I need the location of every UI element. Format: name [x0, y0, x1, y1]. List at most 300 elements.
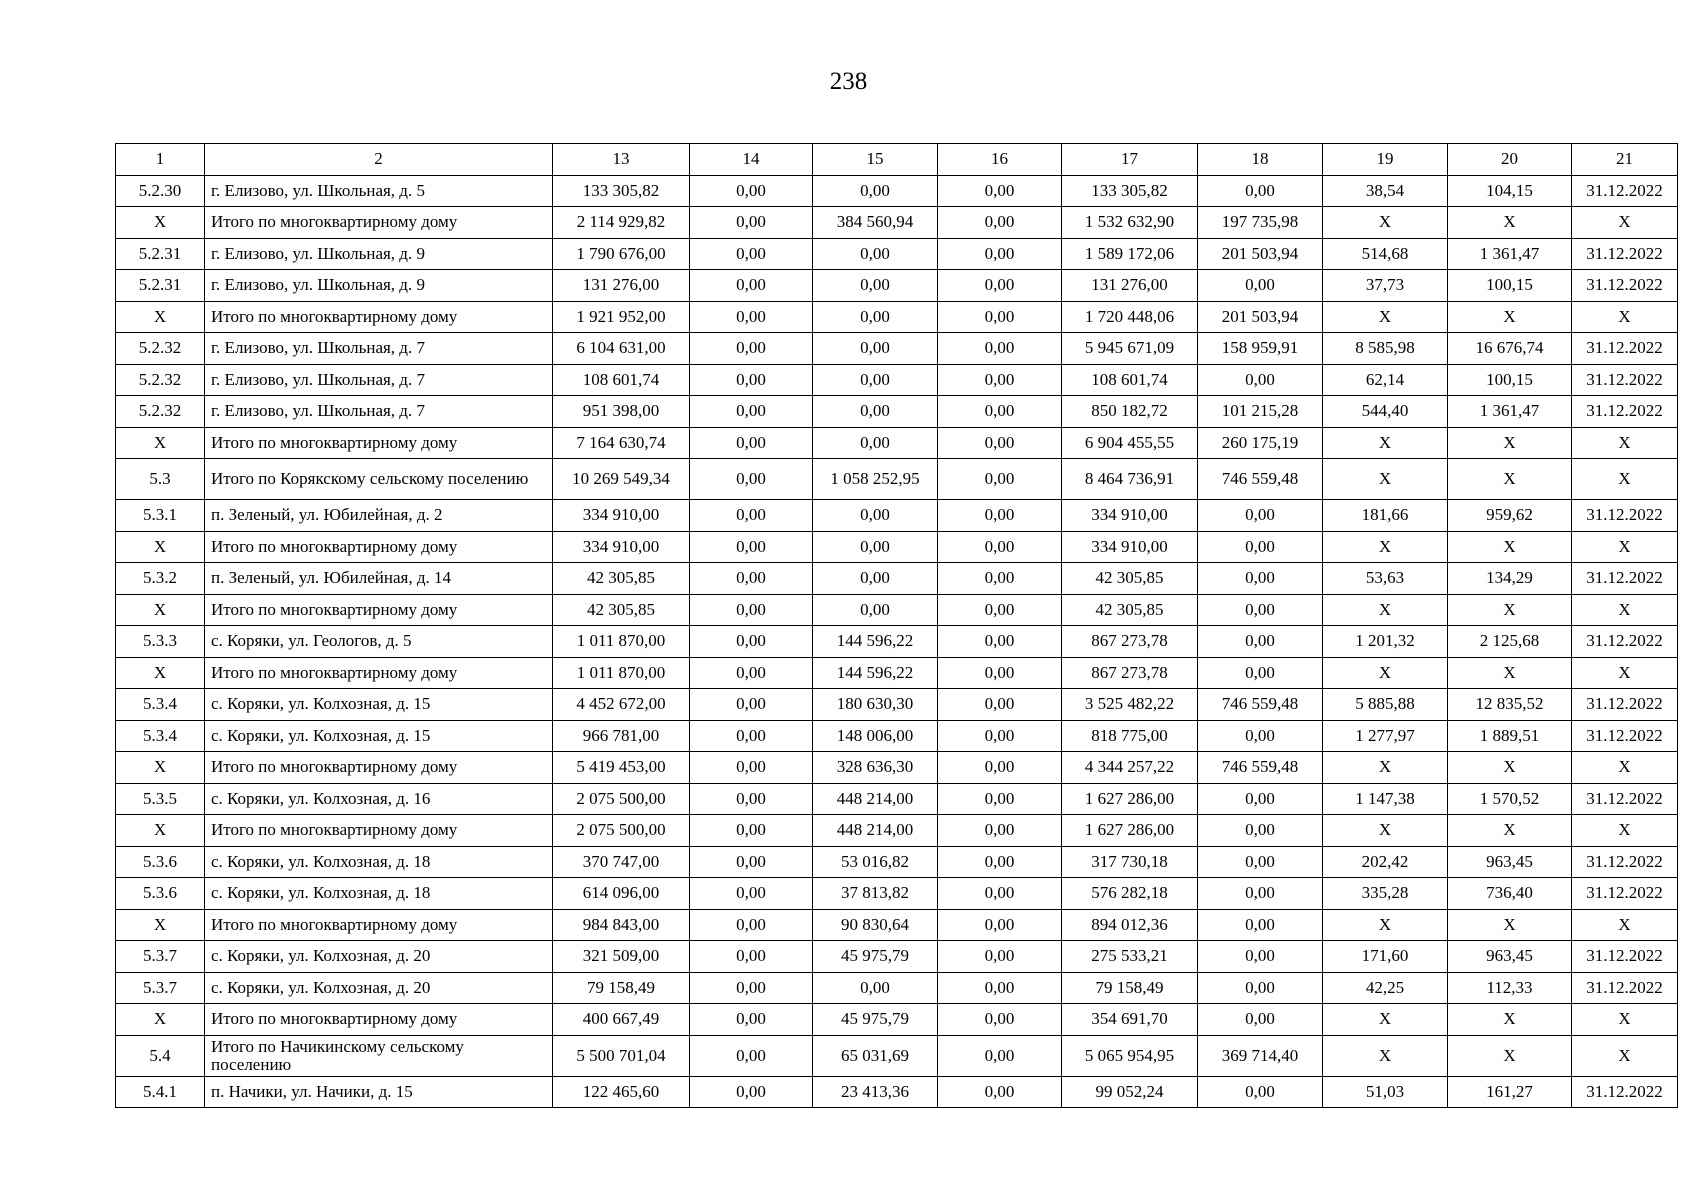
- table-cell: 0,00: [1198, 657, 1323, 689]
- table-cell: 0,00: [938, 301, 1062, 333]
- table-cell: 0,00: [938, 207, 1062, 239]
- header-cell: 13: [553, 144, 690, 176]
- table-cell: 369 714,40: [1198, 1035, 1323, 1076]
- table-row: [116, 1035, 1678, 1076]
- table-cell: 0,00: [1198, 909, 1323, 941]
- table-cell: 16 676,74: [1448, 333, 1572, 365]
- table-cell: X: [116, 752, 205, 784]
- header-cell: 1: [116, 144, 205, 176]
- table-cell: 0,00: [1198, 563, 1323, 595]
- table-cell: 0,00: [690, 909, 813, 941]
- table-cell: 894 012,36: [1062, 909, 1198, 941]
- table-cell: г. Елизово, ул. Школьная, д. 7: [205, 333, 553, 365]
- table-cell: X: [1572, 301, 1678, 333]
- table-cell: 108 601,74: [553, 364, 690, 396]
- table-cell: 112,33: [1448, 972, 1572, 1004]
- table-cell: 201 503,94: [1198, 301, 1323, 333]
- table-cell: 0,00: [938, 594, 1062, 626]
- table-cell: X: [1572, 909, 1678, 941]
- table-cell: 0,00: [1198, 846, 1323, 878]
- table-cell: 317 730,18: [1062, 846, 1198, 878]
- table-row: [116, 364, 1678, 396]
- table-cell: с. Коряки, ул. Колхозная, д. 15: [205, 689, 553, 721]
- table-cell: X: [1572, 752, 1678, 784]
- table-cell: с. Коряки, ул. Колхозная, д. 18: [205, 878, 553, 910]
- table-cell: 0,00: [938, 238, 1062, 270]
- table-cell: 448 214,00: [813, 815, 938, 847]
- table-cell: 0,00: [813, 972, 938, 1004]
- table-cell: 0,00: [938, 720, 1062, 752]
- table-row: [116, 207, 1678, 239]
- table-cell: 0,00: [690, 563, 813, 595]
- table-cell: 354 691,70: [1062, 1004, 1198, 1036]
- table-cell: 131 276,00: [1062, 270, 1198, 302]
- table-cell: 7 164 630,74: [553, 427, 690, 459]
- table-cell: 23 413,36: [813, 1076, 938, 1108]
- table-cell: 0,00: [813, 333, 938, 365]
- table-cell: 5 065 954,95: [1062, 1035, 1198, 1076]
- table-cell: 45 975,79: [813, 941, 938, 973]
- table-cell: Итого по многоквартирному дому: [205, 752, 553, 784]
- table-cell: 0,00: [1198, 500, 1323, 532]
- table-cell: 31.12.2022: [1572, 878, 1678, 910]
- table-cell: 0,00: [1198, 878, 1323, 910]
- table-cell: 963,45: [1448, 941, 1572, 973]
- table-cell: 0,00: [690, 500, 813, 532]
- table-cell: 0,00: [690, 364, 813, 396]
- table-cell: п. Зеленый, ул. Юбилейная, д. 14: [205, 563, 553, 595]
- table-cell: 328 636,30: [813, 752, 938, 784]
- table-cell: X: [1323, 207, 1448, 239]
- table-cell: 0,00: [690, 1004, 813, 1036]
- table-row: [116, 1076, 1678, 1108]
- table-cell: 5.2.31: [116, 238, 205, 270]
- table-cell: X: [1572, 1035, 1678, 1076]
- table-cell: 614 096,00: [553, 878, 690, 910]
- table-cell: 1 201,32: [1323, 626, 1448, 658]
- table-cell: 867 273,78: [1062, 657, 1198, 689]
- table-cell: 100,15: [1448, 270, 1572, 302]
- table-cell: 31.12.2022: [1572, 563, 1678, 595]
- table-cell: 31.12.2022: [1572, 689, 1678, 721]
- table-row: [116, 657, 1678, 689]
- table-cell: 0,00: [690, 941, 813, 973]
- header-cell: 18: [1198, 144, 1323, 176]
- table-cell: 148 006,00: [813, 720, 938, 752]
- table-cell: 0,00: [690, 689, 813, 721]
- table-cell: X: [1448, 459, 1572, 500]
- table-cell: 0,00: [813, 364, 938, 396]
- table-cell: 0,00: [813, 531, 938, 563]
- table-cell: 334 910,00: [553, 500, 690, 532]
- table-cell: X: [1572, 207, 1678, 239]
- table-cell: 4 452 672,00: [553, 689, 690, 721]
- table-cell: 0,00: [1198, 270, 1323, 302]
- table-cell: 0,00: [938, 1004, 1062, 1036]
- table-cell: X: [116, 815, 205, 847]
- table-cell: X: [1572, 1004, 1678, 1036]
- header-cell: 17: [1062, 144, 1198, 176]
- table-cell: X: [1323, 1004, 1448, 1036]
- table-cell: с. Коряки, ул. Колхозная, д. 16: [205, 783, 553, 815]
- table-cell: 0,00: [938, 972, 1062, 1004]
- table-row: [116, 427, 1678, 459]
- header-cell: 19: [1323, 144, 1448, 176]
- table-cell: 45 975,79: [813, 1004, 938, 1036]
- table-cell: 4 344 257,22: [1062, 752, 1198, 784]
- table-row: [116, 531, 1678, 563]
- table-cell: 0,00: [938, 909, 1062, 941]
- table-cell: 5.3.7: [116, 941, 205, 973]
- header-cell: 20: [1448, 144, 1572, 176]
- table-cell: 31.12.2022: [1572, 396, 1678, 428]
- table-cell: 0,00: [690, 207, 813, 239]
- table-cell: с. Коряки, ул. Колхозная, д. 20: [205, 941, 553, 973]
- table-row: [116, 626, 1678, 658]
- table-cell: 5.4: [116, 1035, 205, 1076]
- table-cell: 5.3.4: [116, 689, 205, 721]
- table-cell: X: [1448, 427, 1572, 459]
- table-cell: 0,00: [1198, 594, 1323, 626]
- table-cell: 5.2.30: [116, 175, 205, 207]
- table-cell: X: [1448, 207, 1572, 239]
- table-cell: 5.3.3: [116, 626, 205, 658]
- table-cell: 5 500 701,04: [553, 1035, 690, 1076]
- table-row: [116, 846, 1678, 878]
- table-cell: X: [1323, 301, 1448, 333]
- table-cell: X: [116, 1004, 205, 1036]
- table-cell: 5 419 453,00: [553, 752, 690, 784]
- table-cell: г. Елизово, ул. Школьная, д. 7: [205, 396, 553, 428]
- table-row: [116, 500, 1678, 532]
- table-row: [116, 563, 1678, 595]
- table-cell: 161,27: [1448, 1076, 1572, 1108]
- table-cell: 951 398,00: [553, 396, 690, 428]
- table-cell: X: [1323, 909, 1448, 941]
- table-cell: 101 215,28: [1198, 396, 1323, 428]
- table-cell: Итого по многоквартирному дому: [205, 207, 553, 239]
- header-cell: 2: [205, 144, 553, 176]
- table-cell: 5.4.1: [116, 1076, 205, 1108]
- table-cell: 8 585,98: [1323, 333, 1448, 365]
- table-cell: 0,00: [1198, 626, 1323, 658]
- table-cell: Итого по многоквартирному дому: [205, 301, 553, 333]
- table-cell: 0,00: [690, 459, 813, 500]
- table-cell: 31.12.2022: [1572, 175, 1678, 207]
- table-cell: 0,00: [690, 626, 813, 658]
- table-cell: Итого по многоквартирному дому: [205, 815, 553, 847]
- table-cell: с. Коряки, ул. Колхозная, д. 15: [205, 720, 553, 752]
- table-cell: X: [116, 301, 205, 333]
- table-cell: 42 305,85: [553, 594, 690, 626]
- table-cell: с. Коряки, ул. Геологов, д. 5: [205, 626, 553, 658]
- table-cell: 99 052,24: [1062, 1076, 1198, 1108]
- table-cell: 31.12.2022: [1572, 333, 1678, 365]
- table-row: [116, 175, 1678, 207]
- table-cell: 0,00: [938, 626, 1062, 658]
- table-cell: 0,00: [690, 657, 813, 689]
- table-cell: X: [1572, 657, 1678, 689]
- table-cell: 5 885,88: [1323, 689, 1448, 721]
- table-cell: X: [1448, 815, 1572, 847]
- page-number: 238: [829, 68, 868, 95]
- table-cell: 31.12.2022: [1572, 1076, 1678, 1108]
- table-cell: 1 361,47: [1448, 238, 1572, 270]
- table-cell: 260 175,19: [1198, 427, 1323, 459]
- table-cell: 0,00: [938, 815, 1062, 847]
- table-cell: 5.3.6: [116, 846, 205, 878]
- table-cell: 171,60: [1323, 941, 1448, 973]
- table-cell: X: [116, 909, 205, 941]
- table-cell: 1 589 172,06: [1062, 238, 1198, 270]
- table-row: [116, 270, 1678, 302]
- table-cell: 1 011 870,00: [553, 626, 690, 658]
- table-cell: X: [1323, 1035, 1448, 1076]
- table-cell: 0,00: [690, 301, 813, 333]
- table-cell: X: [1448, 657, 1572, 689]
- table-cell: 0,00: [813, 500, 938, 532]
- table-cell: 2 075 500,00: [553, 815, 690, 847]
- table-cell: 0,00: [938, 396, 1062, 428]
- table-cell: 53 016,82: [813, 846, 938, 878]
- table-cell: 370 747,00: [553, 846, 690, 878]
- table-cell: п. Зеленый, ул. Юбилейная, д. 2: [205, 500, 553, 532]
- table-cell: 134,29: [1448, 563, 1572, 595]
- table-cell: 51,03: [1323, 1076, 1448, 1108]
- table-cell: X: [1323, 815, 1448, 847]
- table-row: [116, 238, 1678, 270]
- table-cell: 10 269 549,34: [553, 459, 690, 500]
- table-cell: 31.12.2022: [1572, 364, 1678, 396]
- table-row: [116, 878, 1678, 910]
- table-cell: 31.12.2022: [1572, 500, 1678, 532]
- table-cell: 8 464 736,91: [1062, 459, 1198, 500]
- table-cell: 197 735,98: [1198, 207, 1323, 239]
- table-cell: 0,00: [1198, 972, 1323, 1004]
- table-cell: 202,42: [1323, 846, 1448, 878]
- table-cell: Итого по Начикинскому сельскому поселению: [205, 1035, 553, 1076]
- table-cell: 275 533,21: [1062, 941, 1198, 973]
- table-cell: 0,00: [690, 752, 813, 784]
- table-cell: 0,00: [1198, 364, 1323, 396]
- table-cell: X: [1572, 459, 1678, 500]
- table-cell: 0,00: [813, 396, 938, 428]
- table-cell: 0,00: [690, 427, 813, 459]
- table-cell: 0,00: [813, 594, 938, 626]
- table-cell: 0,00: [813, 427, 938, 459]
- table-cell: 0,00: [690, 594, 813, 626]
- table-cell: 133 305,82: [1062, 175, 1198, 207]
- table-cell: X: [1448, 752, 1572, 784]
- table-cell: Итого по Корякскому сельскому поселению: [205, 459, 553, 500]
- table-cell: 31.12.2022: [1572, 783, 1678, 815]
- table-row: [116, 594, 1678, 626]
- table-row: [116, 396, 1678, 428]
- table-cell: 1 627 286,00: [1062, 783, 1198, 815]
- table-cell: 400 667,49: [553, 1004, 690, 1036]
- data-table: [115, 143, 1678, 1108]
- table-cell: X: [1448, 594, 1572, 626]
- table-cell: 0,00: [690, 175, 813, 207]
- table-cell: 544,40: [1323, 396, 1448, 428]
- table-cell: X: [1323, 531, 1448, 563]
- table-cell: 31.12.2022: [1572, 626, 1678, 658]
- table-cell: г. Елизово, ул. Школьная, д. 5: [205, 175, 553, 207]
- table-cell: 31.12.2022: [1572, 238, 1678, 270]
- header-cell: 21: [1572, 144, 1678, 176]
- table-cell: 131 276,00: [553, 270, 690, 302]
- table-cell: 334 910,00: [1062, 500, 1198, 532]
- table-row: [116, 1004, 1678, 1036]
- table-cell: 321 509,00: [553, 941, 690, 973]
- table-cell: 38,54: [1323, 175, 1448, 207]
- table-row: [116, 972, 1678, 1004]
- table-cell: 37,73: [1323, 270, 1448, 302]
- table-cell: 0,00: [690, 270, 813, 302]
- table-cell: 746 559,48: [1198, 459, 1323, 500]
- table-cell: X: [116, 207, 205, 239]
- table-cell: 0,00: [938, 783, 1062, 815]
- table-cell: 42 305,85: [1062, 594, 1198, 626]
- header-cell: 15: [813, 144, 938, 176]
- table-cell: 0,00: [690, 846, 813, 878]
- table-cell: X: [1448, 1004, 1572, 1036]
- table-body: [116, 144, 1678, 1108]
- table-cell: X: [1448, 1035, 1572, 1076]
- table-cell: X: [1323, 459, 1448, 500]
- table-cell: 5.3.2: [116, 563, 205, 595]
- table-cell: 0,00: [938, 689, 1062, 721]
- table-cell: 0,00: [938, 459, 1062, 500]
- table-cell: 0,00: [690, 972, 813, 1004]
- table-cell: 1 011 870,00: [553, 657, 690, 689]
- table-row: [116, 909, 1678, 941]
- table-cell: 0,00: [1198, 783, 1323, 815]
- table-cell: 576 282,18: [1062, 878, 1198, 910]
- table-row: [116, 301, 1678, 333]
- table-cell: X: [1448, 531, 1572, 563]
- table-cell: 5.2.31: [116, 270, 205, 302]
- table-cell: 334 910,00: [1062, 531, 1198, 563]
- header-cell: 16: [938, 144, 1062, 176]
- table-cell: 0,00: [1198, 531, 1323, 563]
- table-cell: 1 361,47: [1448, 396, 1572, 428]
- table-cell: X: [1323, 657, 1448, 689]
- table-row: [116, 689, 1678, 721]
- table-cell: 0,00: [813, 270, 938, 302]
- table-cell: 1 277,97: [1323, 720, 1448, 752]
- table-cell: 1 147,38: [1323, 783, 1448, 815]
- table-cell: 104,15: [1448, 175, 1572, 207]
- table-cell: 966 781,00: [553, 720, 690, 752]
- table-cell: 133 305,82: [553, 175, 690, 207]
- table-cell: 0,00: [938, 500, 1062, 532]
- table-cell: 1 058 252,95: [813, 459, 938, 500]
- table-cell: X: [1572, 594, 1678, 626]
- table-cell: 180 630,30: [813, 689, 938, 721]
- table-cell: Итого по многоквартирному дому: [205, 909, 553, 941]
- table-cell: 144 596,22: [813, 657, 938, 689]
- table-cell: 0,00: [1198, 941, 1323, 973]
- table-cell: X: [1323, 752, 1448, 784]
- table-cell: 0,00: [938, 270, 1062, 302]
- table-cell: 37 813,82: [813, 878, 938, 910]
- table-cell: 0,00: [1198, 720, 1323, 752]
- table-cell: 1 570,52: [1448, 783, 1572, 815]
- table-row: [116, 941, 1678, 973]
- table-cell: X: [116, 427, 205, 459]
- table-cell: 0,00: [690, 1035, 813, 1076]
- table-cell: Итого по многоквартирному дому: [205, 594, 553, 626]
- table-cell: 1 627 286,00: [1062, 815, 1198, 847]
- table-row: [116, 752, 1678, 784]
- table-cell: X: [1572, 815, 1678, 847]
- table-cell: X: [116, 657, 205, 689]
- table-cell: г. Елизово, ул. Школьная, д. 7: [205, 364, 553, 396]
- table-cell: 0,00: [938, 531, 1062, 563]
- table-cell: 1 532 632,90: [1062, 207, 1198, 239]
- table-cell: 42 305,85: [1062, 563, 1198, 595]
- table-cell: 1 889,51: [1448, 720, 1572, 752]
- table-cell: 867 273,78: [1062, 626, 1198, 658]
- table-cell: 0,00: [690, 396, 813, 428]
- table-cell: 0,00: [813, 238, 938, 270]
- table-cell: 5.2.32: [116, 364, 205, 396]
- table-cell: 31.12.2022: [1572, 941, 1678, 973]
- table-cell: 31.12.2022: [1572, 270, 1678, 302]
- table-cell: 0,00: [813, 563, 938, 595]
- table-cell: 0,00: [938, 657, 1062, 689]
- table-cell: 6 104 631,00: [553, 333, 690, 365]
- table-cell: 90 830,64: [813, 909, 938, 941]
- table-cell: 0,00: [1198, 175, 1323, 207]
- table-cell: 963,45: [1448, 846, 1572, 878]
- table-header-row: [116, 144, 1678, 176]
- table-cell: X: [116, 531, 205, 563]
- table-cell: 335,28: [1323, 878, 1448, 910]
- table-cell: 1 720 448,06: [1062, 301, 1198, 333]
- table-cell: X: [1448, 301, 1572, 333]
- table-cell: п. Начики, ул. Начики, д. 15: [205, 1076, 553, 1108]
- table-cell: 31.12.2022: [1572, 972, 1678, 1004]
- table-cell: 334 910,00: [553, 531, 690, 563]
- table-cell: 984 843,00: [553, 909, 690, 941]
- table-cell: 6 904 455,55: [1062, 427, 1198, 459]
- table-cell: 12 835,52: [1448, 689, 1572, 721]
- table-cell: 0,00: [938, 364, 1062, 396]
- table-cell: 31.12.2022: [1572, 720, 1678, 752]
- table-cell: 0,00: [938, 333, 1062, 365]
- table-cell: 818 775,00: [1062, 720, 1198, 752]
- table-cell: X: [1572, 427, 1678, 459]
- table-cell: 746 559,48: [1198, 752, 1323, 784]
- table-cell: 53,63: [1323, 563, 1448, 595]
- table-cell: 0,00: [1198, 1076, 1323, 1108]
- table-cell: 0,00: [690, 531, 813, 563]
- table-cell: 42,25: [1323, 972, 1448, 1004]
- table-cell: 62,14: [1323, 364, 1448, 396]
- table-cell: 79 158,49: [1062, 972, 1198, 1004]
- table-cell: 384 560,94: [813, 207, 938, 239]
- table-cell: 0,00: [938, 427, 1062, 459]
- table-cell: г. Елизово, ул. Школьная, д. 9: [205, 270, 553, 302]
- table-cell: 0,00: [938, 878, 1062, 910]
- table-cell: 5.2.32: [116, 333, 205, 365]
- table-cell: 5.3.7: [116, 972, 205, 1004]
- table-cell: 0,00: [813, 175, 938, 207]
- table-cell: 0,00: [690, 720, 813, 752]
- table-cell: 0,00: [938, 1035, 1062, 1076]
